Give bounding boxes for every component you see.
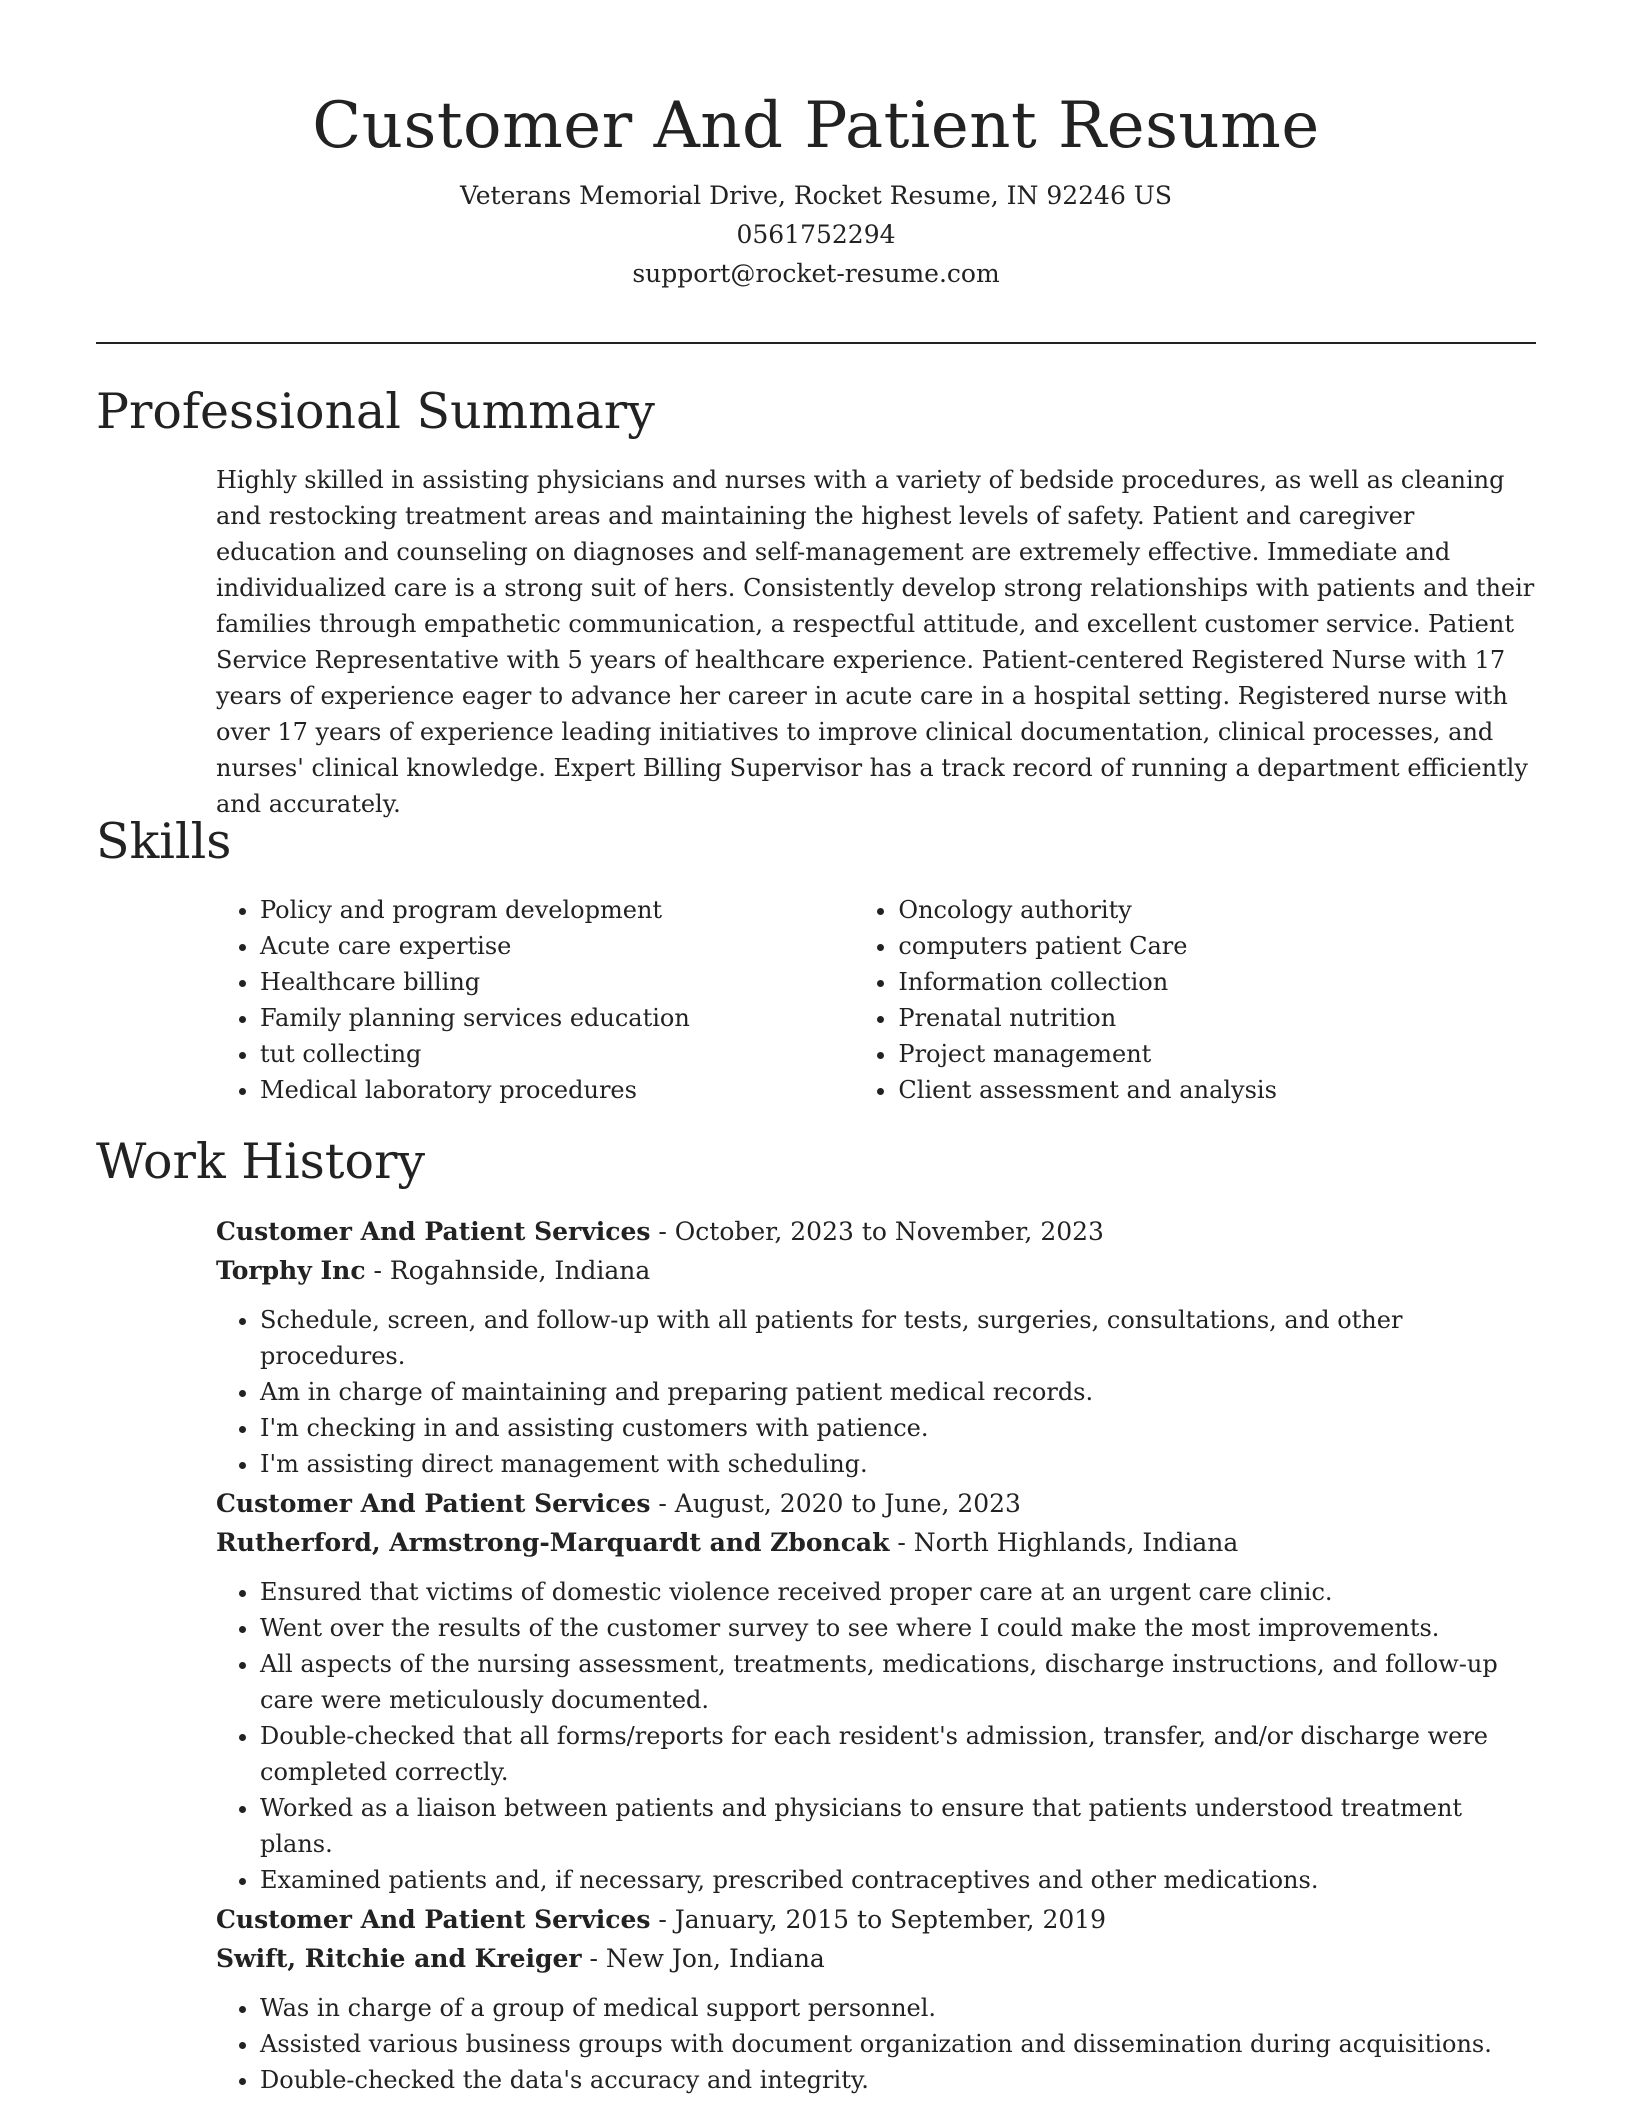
skill-item: • Family planning services education — [260, 1000, 854, 1036]
candidate-name: Customer And Patient Resume — [312, 89, 1320, 163]
job-company: Swift, Ritchie and Kreiger — [216, 1944, 582, 1973]
skill-item: • computers patient Care — [898, 928, 1536, 964]
job-duty: • Double-checked the data's accuracy and integrity. — [260, 2062, 1538, 2098]
job-role: Customer And Patient Services — [216, 1489, 651, 1518]
skill-item: • Information collection — [898, 964, 1536, 1000]
job-duty: • Ensured that victims of domestic violence received proper care at an urgent care clinic. — [260, 1574, 1538, 1610]
skill-item: • Acute care expertise — [260, 928, 854, 964]
job-dates: - October, 2023 to November, 2023 — [650, 1217, 1104, 1246]
job-title-line — [216, 1900, 1538, 1939]
contact-block — [96, 176, 1536, 293]
skill-item: • tut collecting — [260, 1036, 854, 1072]
skills-heading: Skills — [96, 813, 232, 870]
job-company-line — [216, 1523, 1538, 1562]
skills-column-right — [854, 892, 1536, 1108]
job-role: Customer And Patient Services — [216, 1217, 651, 1246]
job-entry — [216, 1900, 1538, 2098]
job-company-line — [216, 1939, 1538, 1978]
header-divider — [96, 342, 1536, 344]
skill-item: • Oncology authority — [898, 892, 1536, 928]
skill-item: • Medical laboratory procedures — [260, 1072, 854, 1108]
summary-heading: Professional Summary — [96, 383, 655, 440]
job-duty: • Schedule, screen, and follow-up with all patients for tests, surgeries, consultations, and other procedures. — [260, 1302, 1538, 1374]
job-duty: • Double-checked that all forms/reports for each resident's admission, transfer, and/or discharge were completed correctly. — [260, 1718, 1538, 1790]
work-history-heading: Work History — [96, 1133, 426, 1190]
skill-item: • Healthcare billing — [260, 964, 854, 1000]
skills-column-left — [216, 892, 854, 1108]
contact-phone: 0561752294 — [736, 220, 896, 249]
job-duty: • Assisted various business groups with document organization and dissemination during acquisitions. — [260, 2026, 1538, 2062]
job-duty: • I'm assisting direct management with scheduling. — [260, 1446, 1538, 1482]
job-duty: • Was in charge of a group of medical support personnel. — [260, 1990, 1538, 2026]
resume-header — [96, 82, 1536, 293]
skill-item: • Policy and program development — [260, 892, 854, 928]
job-entry — [216, 1212, 1538, 1482]
contact-email: support@rocket-resume.com — [632, 259, 1000, 288]
job-title-line — [216, 1212, 1538, 1251]
job-role: Customer And Patient Services — [216, 1905, 651, 1934]
job-location: - New Jon, Indiana — [581, 1944, 825, 1973]
job-duty: • Went over the results of the customer survey to see where I could make the most improvements. — [260, 1610, 1538, 1646]
job-duty: • Am in charge of maintaining and preparing patient medical records. — [260, 1374, 1538, 1410]
job-duty: • I'm checking in and assisting customers with patience. — [260, 1410, 1538, 1446]
job-location: - North Highlands, Indiana — [889, 1528, 1239, 1557]
job-dates: - August, 2020 to June, 2023 — [650, 1489, 1021, 1518]
job-entry — [216, 1484, 1538, 1898]
skill-item: • Prenatal nutrition — [898, 1000, 1536, 1036]
job-company-line — [216, 1251, 1538, 1290]
job-dates: - January, 2015 to September, 2019 — [650, 1905, 1107, 1934]
job-duties — [216, 1990, 1538, 2098]
job-company: Rutherford, Armstrong-Marquardt and Zboncak — [216, 1528, 890, 1557]
job-duty: • Worked as a liaison between patients and physicians to ensure that patients understood treatment plans. — [260, 1790, 1538, 1862]
skill-item: • Client assessment and analysis — [898, 1072, 1536, 1108]
job-duties — [216, 1574, 1538, 1898]
skill-item: • Project management — [898, 1036, 1536, 1072]
job-duties — [216, 1302, 1538, 1482]
job-location: - Rogahnside, Indiana — [365, 1256, 651, 1285]
skills-list — [216, 892, 1536, 1108]
job-duty: • Examined patients and, if necessary, prescribed contraceptives and other medications. — [260, 1862, 1538, 1898]
summary-text: Highly skilled in assisting physicians and nurses with a variety of bedside procedures, as well as cleaning and restocking treatment areas and maintaining the highest levels of safety. Patient and caregiver education and counseling on diagnoses and self-management are extremely effective. Immediate and individualized care is a strong suit of hers. Consistently develop strong relationships with patients and their families through empathetic communication, a respectful attitude, and excellent customer service. Patient Service Representative with 5 years of healthcare experience. Patient-centered Registered Nurse with 17 years of experience eager to advance her career in acute care in a hospital setting. Registered nurse with over 17 years of experience leading initiatives to improve clinical documentation, clinical processes, and nurses' clinical knowledge. Expert Billing Supervisor has a track record of running a department efficiently and accurately. — [216, 466, 1535, 818]
job-company: Torphy Inc — [216, 1256, 366, 1285]
job-title-line — [216, 1484, 1538, 1523]
job-duty: • All aspects of the nursing assessment, treatments, medications, discharge instructions, and follow-up care were meticulously documented. — [260, 1646, 1538, 1718]
contact-address: Veterans Memorial Drive, Rocket Resume, IN 92246 US — [460, 181, 1172, 210]
